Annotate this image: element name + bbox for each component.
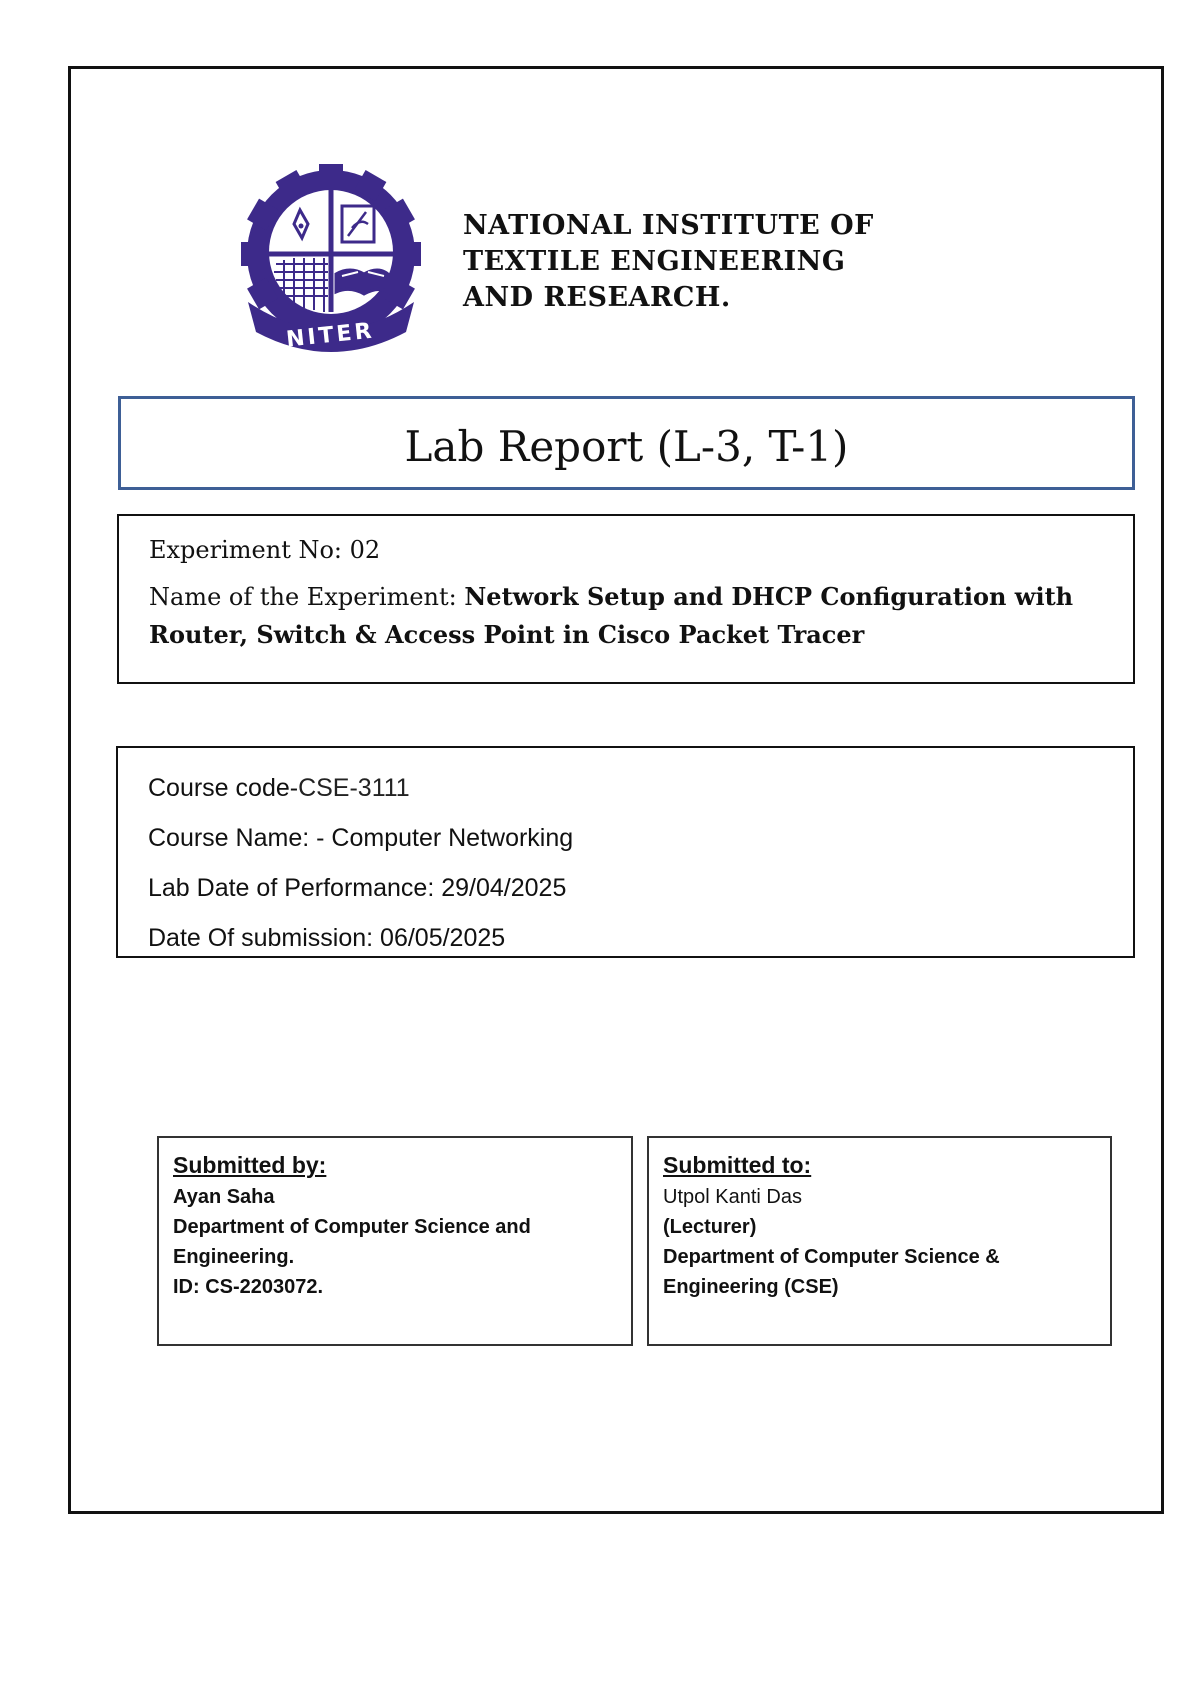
submitter-name: Ayan Saha (173, 1186, 275, 1208)
course-code-line (148, 768, 1103, 818)
submitted-to-box (647, 1136, 1112, 1346)
performance-date-label: Lab Date of Performance: (148, 874, 435, 902)
supervisor-department: Department of Computer Science & Engineering (CSE) (663, 1246, 1000, 1298)
submitted-to-heading: Submitted to: (663, 1152, 812, 1178)
course-code-value: CSE-3111 (298, 774, 410, 802)
submission-date-label: Date Of submission: (148, 924, 374, 952)
logo-text: NITER (284, 318, 376, 353)
experiment-number-line (149, 536, 1103, 564)
course-name-line (148, 818, 1103, 868)
experiment-number-label: Experiment No: (149, 536, 342, 564)
submitter-id: ID: CS-2203072. (173, 1276, 324, 1298)
supervisor-name: Utpol Kanti Das (663, 1186, 802, 1208)
submission-date-value: 06/05/2025 (380, 924, 506, 952)
performance-date-value: 29/04/2025 (441, 874, 567, 902)
niter-logo-graphic (218, 162, 444, 358)
experiment-name-line (149, 578, 1103, 654)
course-name-value: Computer Networking (331, 824, 574, 852)
submitter-department: Department of Computer Science and Engineering. (173, 1216, 531, 1268)
course-name-label: Course Name: - (148, 824, 325, 852)
open-book-icon (336, 270, 388, 294)
experiment-box (117, 514, 1135, 684)
submission-date-line (148, 918, 1103, 968)
submitted-by-box (157, 1136, 633, 1346)
experiment-name-value: Network Setup and DHCP Configuration with Router, Switch & Access Point in Cisco Packet Tracer (149, 582, 1074, 649)
institute-name: NATIONAL INSTITUTE OF TEXTILE ENGINEERING AND RESEARCH. (463, 210, 874, 313)
performance-date-line (148, 868, 1103, 918)
title-box (118, 396, 1135, 490)
submitted-by-heading: Submitted by: (173, 1152, 327, 1178)
experiment-number-value: 02 (349, 536, 381, 564)
report-title: Lab Report (L-3, T-1) (404, 421, 849, 471)
experiment-name-label: Name of the Experiment: (149, 583, 457, 611)
course-code-label: Course code- (148, 774, 299, 802)
niter-logo (218, 162, 444, 358)
supervisor-designation: (Lecturer) (663, 1216, 757, 1238)
course-info-box (116, 746, 1135, 958)
